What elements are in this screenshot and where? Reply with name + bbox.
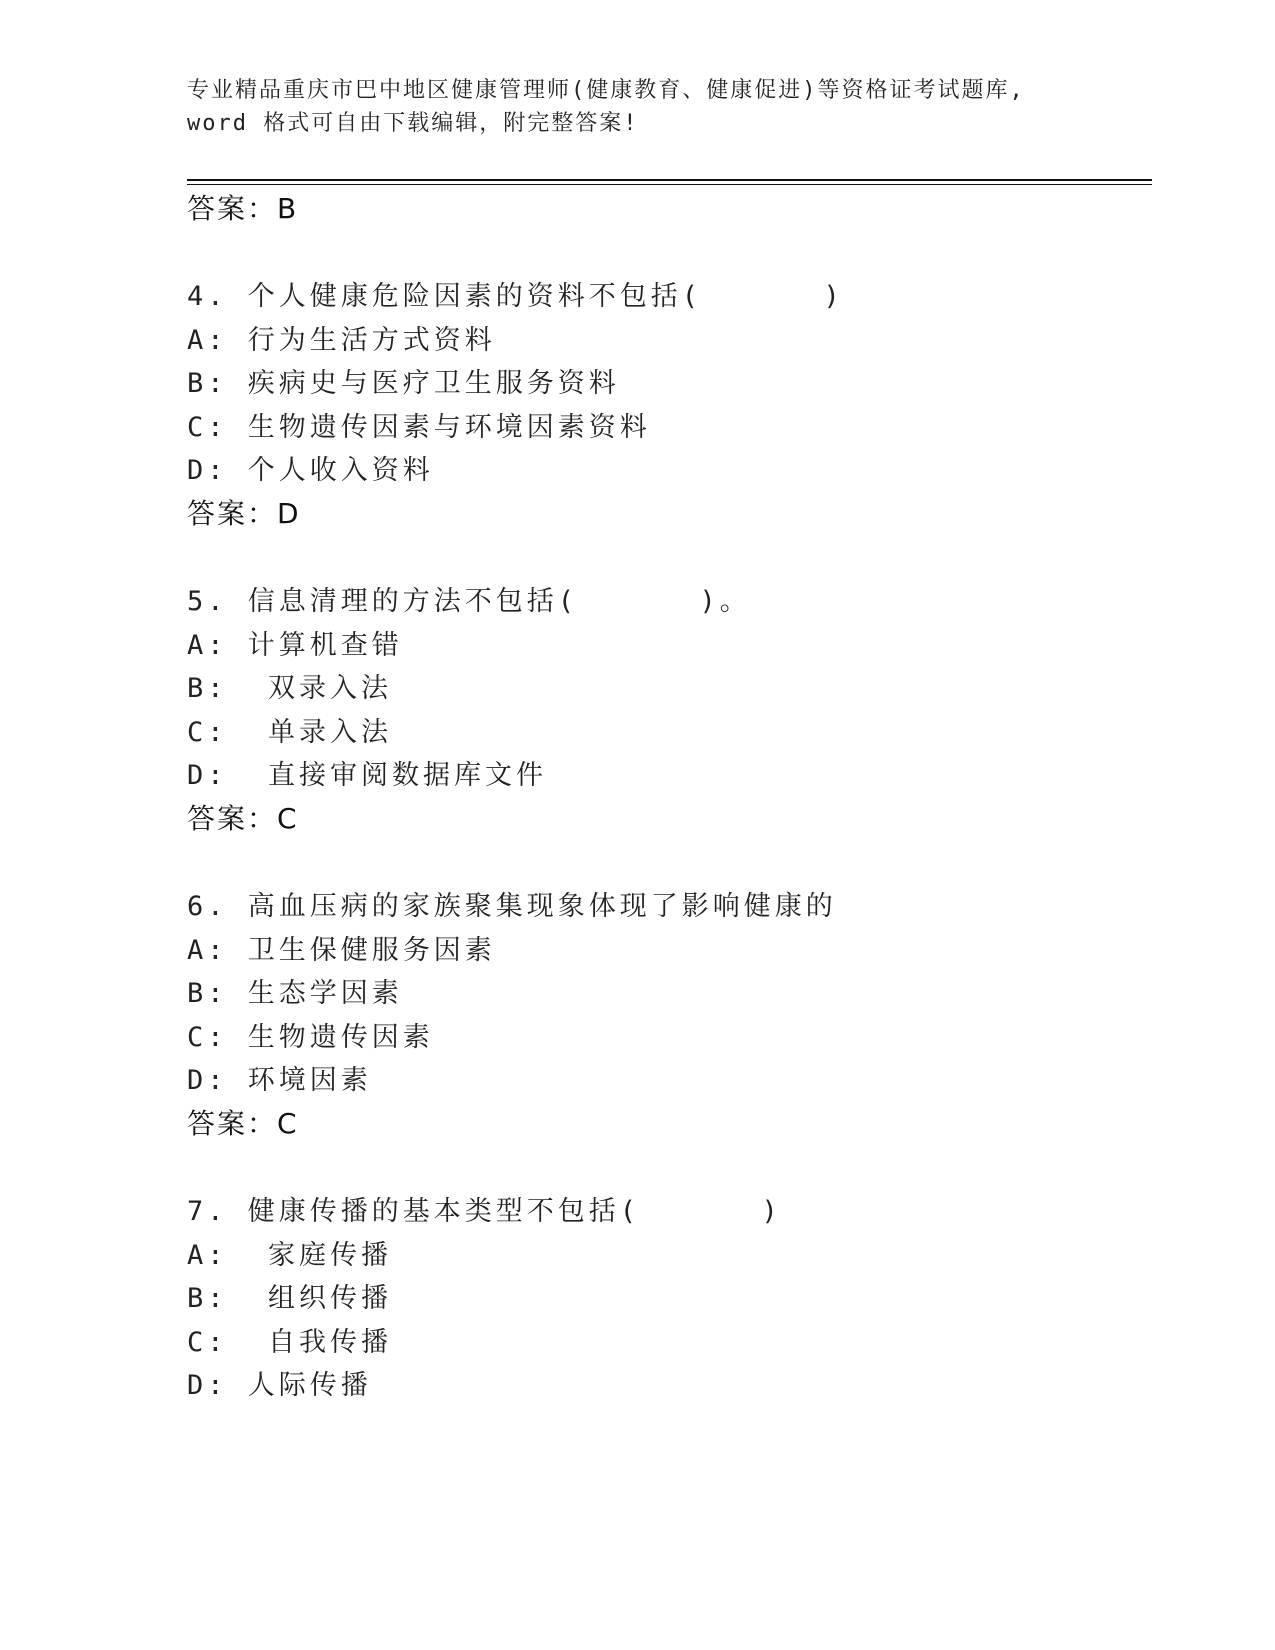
option-d: D: 环境因素: [187, 1065, 372, 1096]
question-stem: 5. 信息清理的方法不包括( )。: [187, 586, 751, 617]
option-b: B: 组织传播: [187, 1283, 393, 1314]
answer-line: 答案：C: [187, 1107, 299, 1140]
answer-line: 答案：C: [187, 802, 299, 835]
answer-line: 答案：B: [187, 192, 299, 225]
option-c: C: 自我传播: [187, 1327, 393, 1358]
question-stem: 7. 健康传播的基本类型不包括( ): [187, 1196, 782, 1227]
option-c: C: 单录入法: [187, 717, 393, 748]
question-stem: 4. 个人健康危险因素的资料不包括( ): [187, 281, 844, 312]
option-c: C: 生物遗传因素: [187, 1022, 434, 1053]
question-stem: 6. 高血压病的家族聚集现象体现了影响健康的: [187, 891, 837, 922]
option-d: D: 人际传播: [187, 1370, 372, 1401]
option-c: C: 生物遗传因素与环境因素资料: [187, 412, 651, 443]
option-d: D: 直接审阅数据库文件: [187, 760, 548, 791]
document-header: [187, 74, 1087, 140]
option-b: B: 疾病史与医疗卫生服务资料: [187, 368, 620, 399]
option-b: B: 生态学因素: [187, 978, 403, 1009]
option-a: A: 家庭传播: [187, 1240, 393, 1271]
header-rule-thick: [187, 179, 1152, 181]
option-b: B: 双录入法: [187, 673, 393, 704]
header-line-1: 专业精品重庆市巴中地区健康管理师(健康教育、健康促进)等资格证考试题库,: [187, 78, 1025, 103]
option-a: A: 卫生保健服务因素: [187, 935, 496, 966]
option-a: A: 行为生活方式资料: [187, 325, 496, 356]
answer-line: 答案：D: [187, 497, 301, 530]
header-rule-thin: [187, 184, 1152, 185]
header-line-2: word 格式可自由下载编辑，附完整答案!: [187, 111, 639, 136]
option-d: D: 个人收入资料: [187, 455, 434, 486]
option-a: A: 计算机查错: [187, 630, 403, 661]
